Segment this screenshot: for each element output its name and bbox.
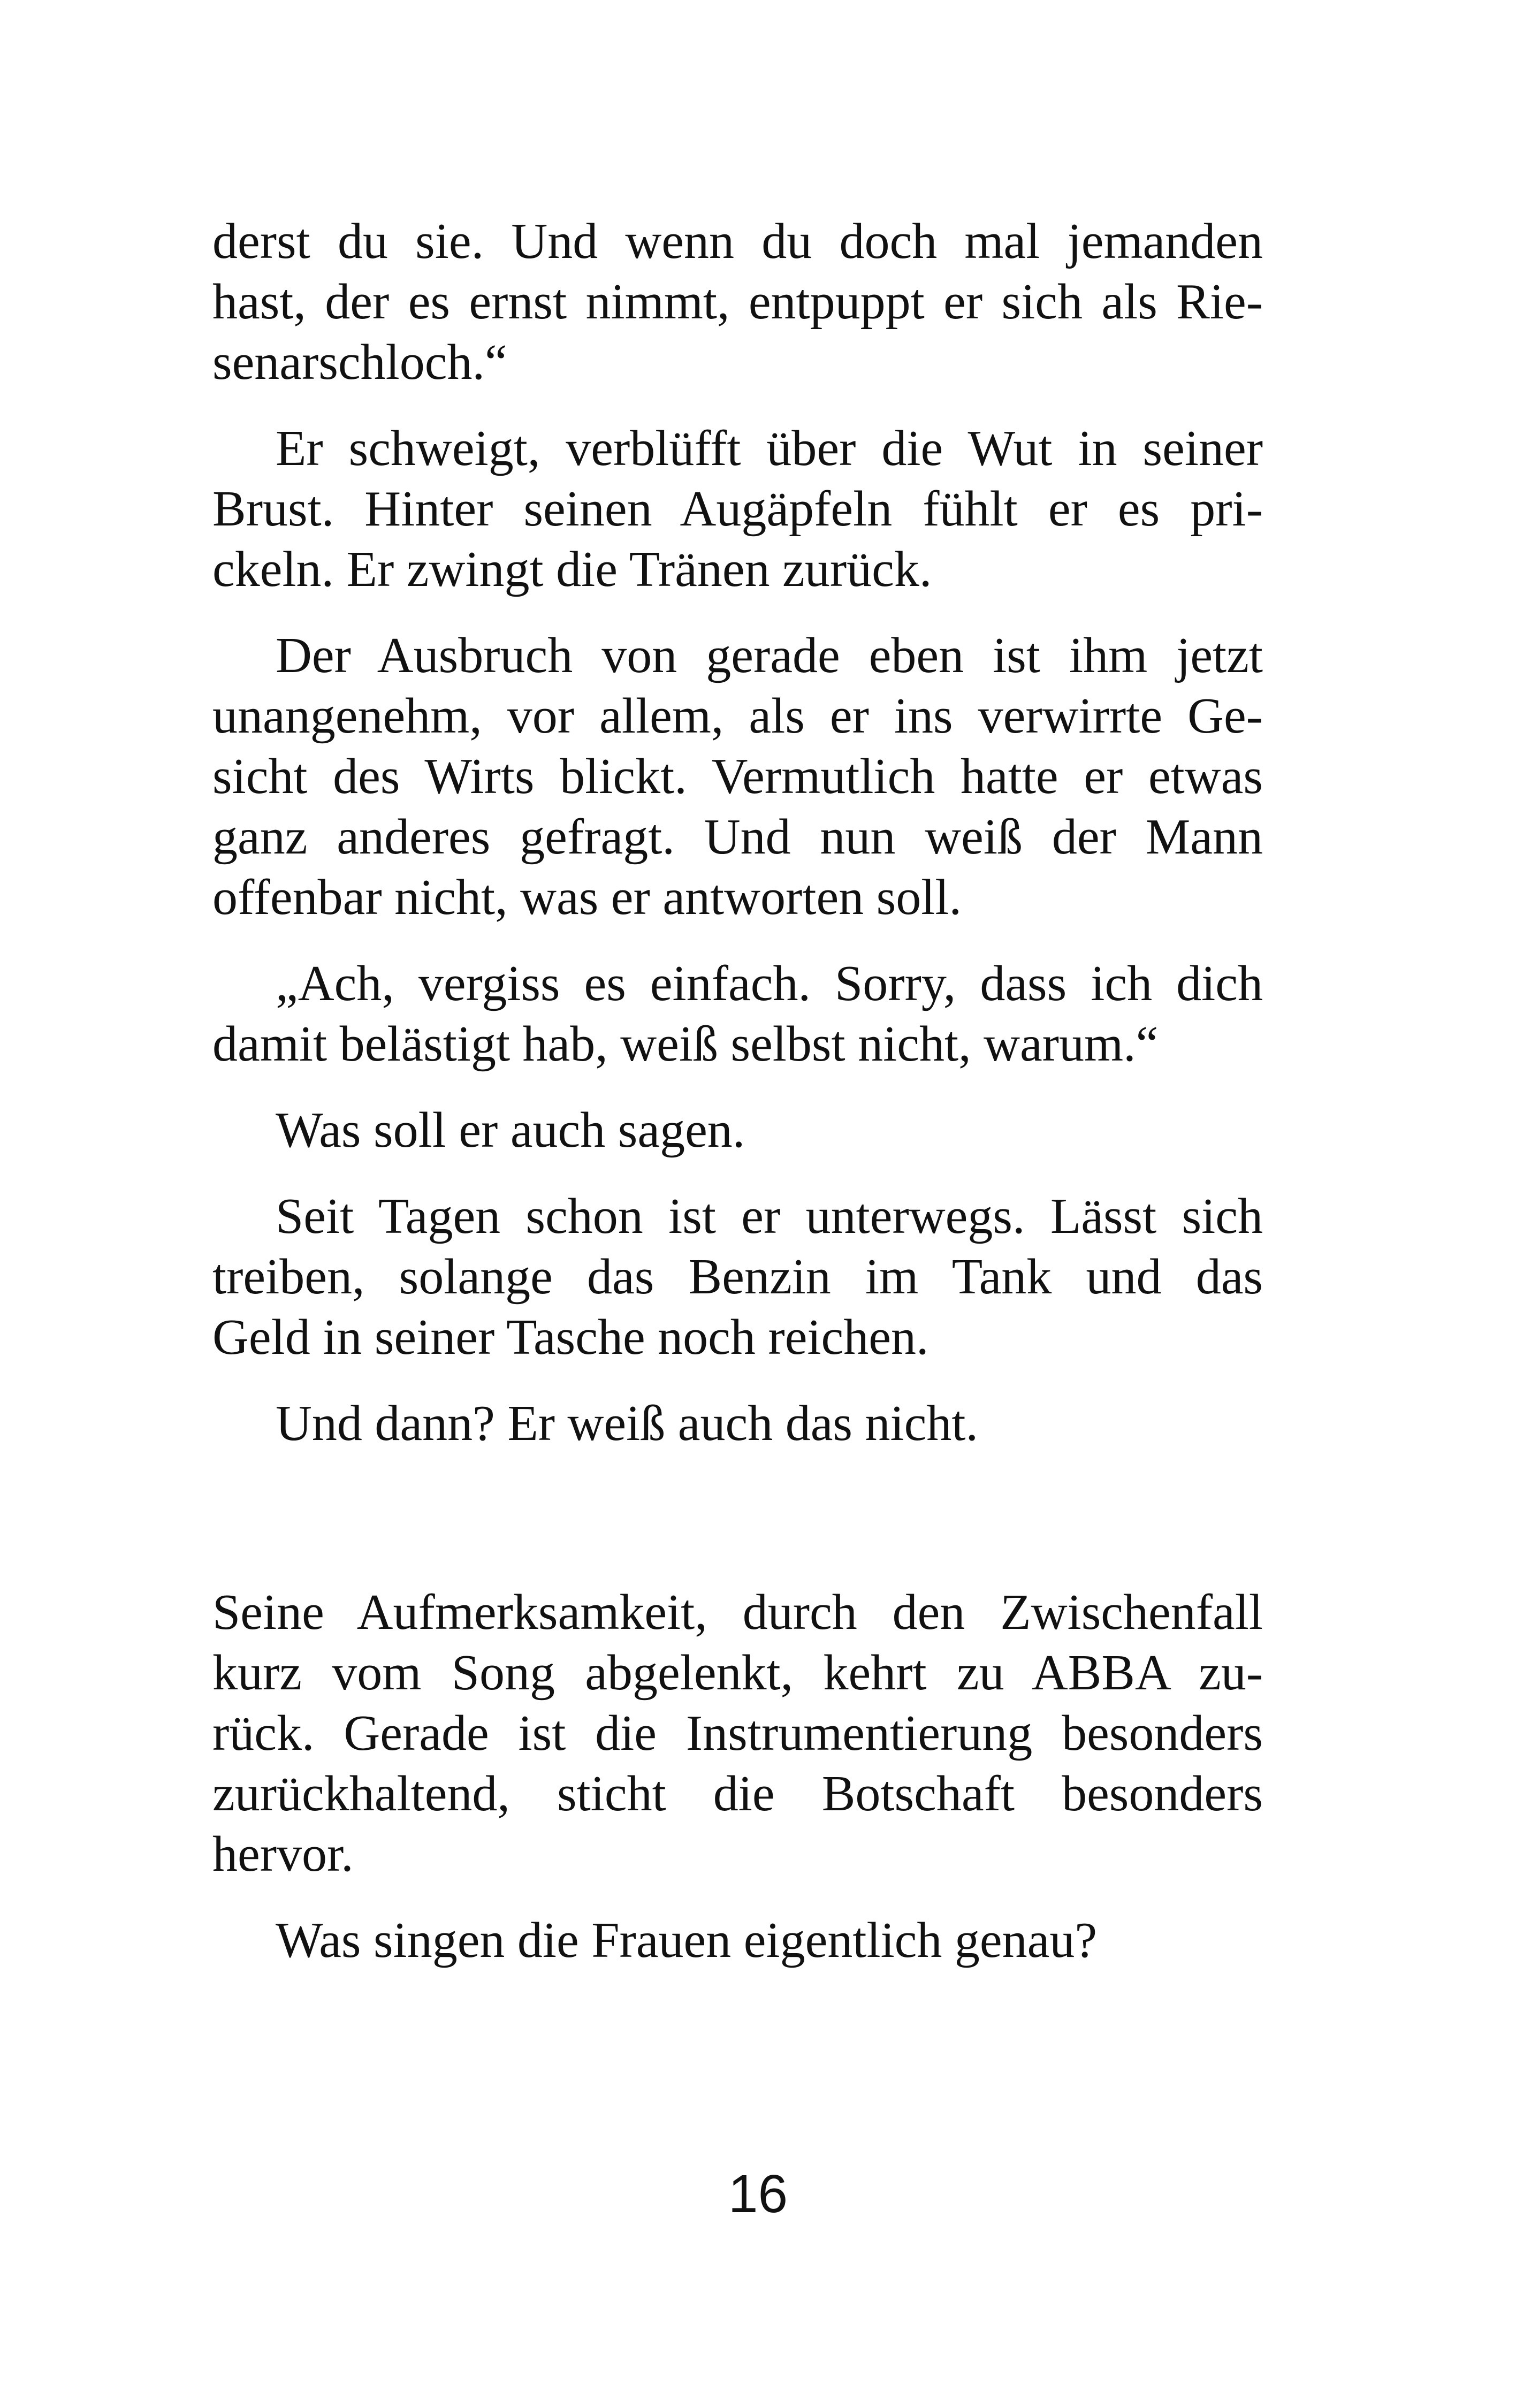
text-line: Und dann? Er weiß auch das nicht. — [276, 1396, 978, 1451]
text-line: Der Ausbruch von gerade eben ist ihm jetzt — [276, 628, 1263, 683]
paragraph-7 — [212, 1393, 1263, 1454]
paragraph-5 — [212, 1100, 1263, 1161]
text-line: Seine Aufmerksamkeit, durch den Zwischenfall — [212, 1584, 1263, 1640]
text-line: derst du sie. Und wenn du doch mal jemanden — [212, 214, 1263, 269]
paragraph-6 — [212, 1186, 1263, 1368]
text-line: „Ach, vergiss es einfach. Sorry, dass ich dich — [276, 956, 1263, 1011]
text-line: offenbar nicht, was er antworten soll. — [212, 870, 962, 925]
text-line: zurückhaltend, sticht die Botschaft besonders — [212, 1766, 1263, 1822]
text-line: Seit Tagen schon ist er unterwegs. Lässt sich — [276, 1188, 1263, 1244]
text-line: treiben, solange das Benzin im Tank und das — [212, 1249, 1263, 1305]
text-line: unangenehm, vor allem, als er ins verwirrte Ge- — [212, 688, 1263, 744]
text-line: Geld in seiner Tasche noch reichen. — [212, 1309, 929, 1365]
paragraph-4 — [212, 954, 1263, 1075]
text-line: Brust. Hinter seinen Augäpfeln fühlt er es pri- — [212, 481, 1263, 537]
paragraph-1 — [212, 211, 1263, 393]
text-line: hast, der es ernst nimmt, entpuppt er sich als Rie- — [212, 274, 1263, 330]
text-line: kurz vom Song abgelenkt, kehrt zu ABBA zu- — [212, 1645, 1263, 1701]
paragraph-3 — [212, 626, 1263, 928]
text-line: sicht des Wirts blickt. Vermutlich hatte er etwas — [212, 749, 1263, 804]
text-line: Was singen die Frauen eigentlich genau? — [276, 1912, 1098, 1968]
text-line: senarschloch.“ — [212, 334, 507, 390]
text-line: ckeln. Er zwingt die Tränen zurück. — [212, 542, 932, 597]
text-line: damit belästigt hab, weiß selbst nicht, warum.“ — [212, 1016, 1159, 1072]
paragraph-2 — [212, 418, 1263, 600]
page-number: 16 — [728, 2164, 788, 2224]
paragraph-8 — [212, 1582, 1263, 1885]
text-line: Was soll er auch sagen. — [276, 1102, 745, 1158]
text-line: hervor. — [212, 1826, 354, 1882]
paragraph-9 — [212, 1910, 1263, 1971]
text-line: ganz anderes gefragt. Und nun weiß der Mann — [212, 809, 1263, 865]
text-line: rück. Gerade ist die Instrumentierung besonders — [212, 1705, 1263, 1761]
text-line: Er schweigt, verblüfft über die Wut in seiner — [276, 421, 1263, 476]
page-body — [212, 211, 1263, 1996]
